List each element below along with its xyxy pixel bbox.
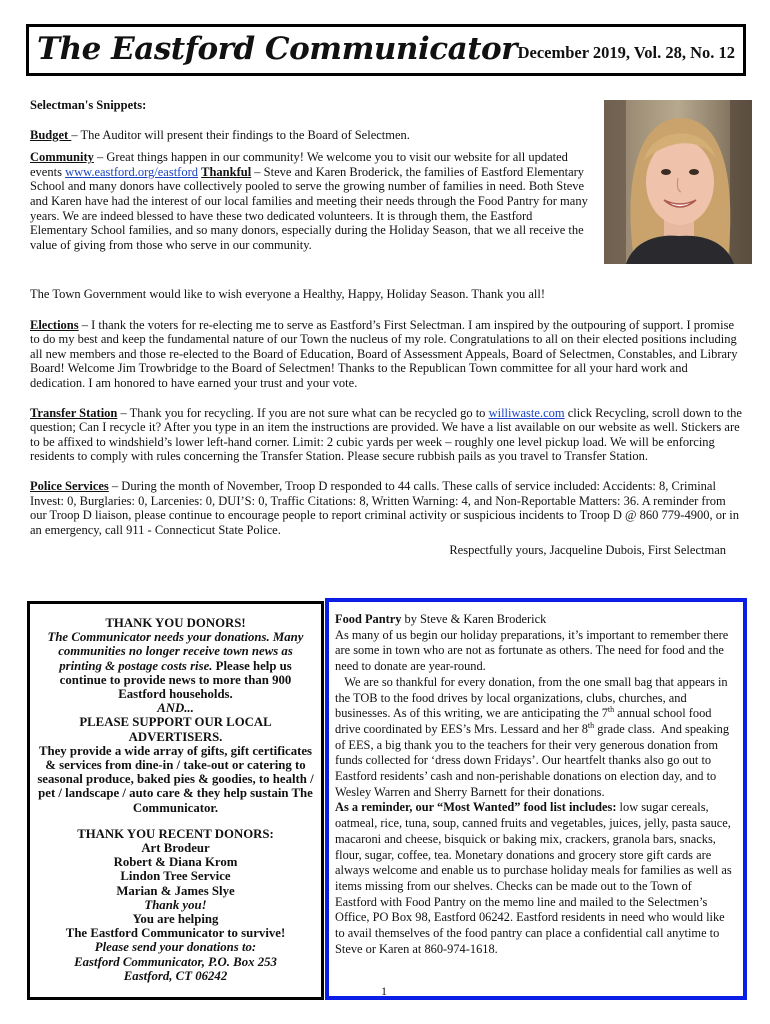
selectmen-main-column: [30, 287, 742, 558]
police-paragraph: [30, 479, 742, 537]
donor-name: Art Brodeur: [141, 841, 210, 856]
thankful-text: – Steve and Karen Broderick, the families of Eastford Elementary School and many donors have collectively pooled to serve the growing number of families in need. Both Steve and Karen have had the interest of our local families and meeting their needs through the Food Pantry for many years. We are indeed blessed to have these two dedicated volunteers. It is through them, the Eastford Elementary School families, and so many donors, especially during the Holiday Season, that we all receive the value of giving from those who serve in our community.: [30, 164, 588, 252]
donors-heading: THANK YOU DONORS!: [105, 616, 246, 630]
pantry-p2-part-a: We are so thankful for every donation, from the one small bag that appears in the TOB to the food drives by local organizations, clubs, churches, and businesses. As of this writing, we are anticipating the 7: [335, 674, 731, 721]
transfer-label: Transfer Station: [30, 405, 118, 420]
sup-th: th: [607, 705, 615, 715]
recent-donors-heading: THANK YOU RECENT DONORS:: [77, 826, 274, 841]
pantry-title-line: [335, 612, 735, 628]
donors-content: [30, 604, 321, 983]
community-label: Community: [30, 150, 94, 165]
portrait-image: [604, 100, 752, 264]
holiday-greeting: The Town Government would like to wish everyone a Healthy, Happy, Holiday Season. Thank you all!: [30, 287, 545, 301]
donors-thank-you: Thank you!: [144, 897, 207, 912]
donors-and: AND...: [157, 701, 194, 716]
reminder-text: low sugar cereals, oatmeal, rice, tuna, soup, canned fruits and vegetables, juices, jelly, pasta sauce, macaroni and cheese, bisquick or baking mix, crackers, granola bars, snacks, flour, sugar, coffee, tea. Monetary donations and grocery store gift cards are always welcome and enable us to purchase holiday meals for families as well as items missing from our shelves. Checks can be made out to the Town of Eastford with Food Pantry on the memo line and mailed to the Selectmen’s Office, PO Box 98, Eastford 06242. Eastford residents in need who would like to avail themselves of the food pantry can place a confidential call anytime to Steve or Karen at 860-974-1618.: [335, 800, 732, 956]
thankful-label: Thankful: [201, 164, 252, 179]
reminder-bold: As a reminder, our “Most Wanted” food list includes:: [335, 800, 617, 815]
selectman-photo: [604, 100, 752, 264]
pantry-p2-part-c: grade class. And speaking of EES, a big thank you to the teachers for their very generous donation from funds collected for ‘dress down Fridays’. Our heartfelt thanks also go out to Eastford residents’ cash and non-perishable donations on election day, and to Wesley Warren and Sherry Barnett for their donations.: [335, 721, 733, 799]
pantry-reminder: [335, 800, 735, 957]
page-number: 1: [381, 984, 387, 998]
donors-box: [27, 601, 324, 1000]
donors-address-1: Eastford Communicator, P.O. Box 253: [74, 954, 277, 969]
pantry-paragraph-1: As many of us begin our holiday preparations, it’s important to remember there are some in town who are not as fortunate as others. The need for food and the need to donate are year-round.: [335, 627, 729, 674]
police-label: Police Services: [30, 478, 109, 493]
donor-name: Lindon Tree Service: [120, 869, 231, 884]
eastford-website-link[interactable]: www.eastford.org/eastford: [65, 164, 199, 179]
elections-paragraph: [30, 318, 742, 391]
section-heading: Selectman's Snippets:: [30, 98, 147, 112]
pantry-title: Food Pantry: [335, 612, 402, 626]
elections-label: Elections: [30, 317, 79, 332]
transfer-text-2: click Recycling, scroll down to the question; Can I recycle it? After you type in an item the instructions are provided. We have a list available on our website as well. Stickers are to be affixed to windshield’s lower left-hand corner. Limit: 2 cubic yards per week – roughly one level pickup load. We will be enforcing residents to comply with rules concerning the Transfer Station. Please secure rubbish pails as you travel to Transfer Station.: [30, 405, 742, 464]
donors-appeal: [36, 630, 315, 701]
transfer-text: – Thank you for recycling. If you are not sure what can be recycled go to: [117, 405, 489, 420]
sup-th: th: [587, 720, 595, 730]
issue-info: December 2019, Vol. 28, No. 12: [517, 43, 735, 62]
budget-paragraph: [30, 128, 592, 143]
donors-gifts: They provide a wide array of gifts, gift certificates & services from dine-in / take-out or catering to seasonal produce, baked pies & goodies, to health / pet / landscape / auto care & they help sustain The Communicator.: [37, 743, 314, 815]
donors-support: PLEASE SUPPORT OUR LOCAL ADVERTISERS.: [79, 715, 272, 744]
community-paragraph: [30, 150, 592, 252]
pantry-byline: by Steve & Karen Broderick: [401, 612, 547, 626]
donors-address-2: Eastford, CT 06242: [123, 968, 228, 983]
food-pantry-box: [325, 598, 747, 1000]
selectmen-top-column: [30, 98, 592, 252]
pantry-p2-part-b: annual school food drive coordinated by EES’s Mrs. Lessard and her 8: [335, 706, 715, 736]
budget-label: Budget: [30, 127, 72, 142]
signoff: Respectfully yours, Jacqueline Dubois, First Selectman: [449, 543, 726, 558]
budget-text: – The Auditor will present their findings to the Board of Selectmen.: [71, 127, 410, 142]
williwaste-link[interactable]: williwaste.com: [488, 405, 565, 420]
newsletter-title: The Eastford Communicator: [37, 31, 518, 67]
food-pantry-content: [329, 602, 743, 957]
masthead: [26, 24, 746, 76]
pantry-paragraph-2: [335, 675, 735, 801]
donors-plain: Please help us continue to provide news to more than 900 Eastford households.: [59, 658, 292, 702]
police-text: – During the month of November, Troop D responded to 44 calls. These calls of service included: Accidents: 8, Criminal Invest: 0, Burglaries: 0, Larcenies: 0, DUI’S: 0, Traffic Citations: 8, Written Warning: 4, and Non-Reportable Matters: 36. A reminder from our Troop D liaison, please continue to encourage people to report criminal activity or suspicious incidents to Troop D @ 860 779-4900, or in an emergency, call 911 - Connecticut State Police.: [30, 478, 739, 537]
donors-send: Please send your donations to:: [94, 940, 257, 955]
elections-text: – I thank the voters for re-electing me to serve as Eastford’s First Selectman. I am inspired by the outpouring of support. I promise to do my best and keep the fundamental nature of our Town the nucleus of my role. Congratulations to all on their elected positions including all new members and those re-elected to the Board of Education, Board of Assessment Appeals, Board of Selectmen, Constables, and Library Board! Welcome Jim Trowbridge to the Board of Selectmen! Thanks to the Republican Town committee for all your hard work and dedication. I am honored to have earned your trust and your vote.: [30, 317, 738, 390]
donors-italic: The Communicator needs your donations. Many communities no longer receive town news as printing & postage costs rise.: [47, 630, 304, 673]
donor-name: Robert & Diana Krom: [113, 855, 238, 870]
donor-name: Marian & James Slye: [116, 883, 235, 898]
donors-helping: You are helping: [132, 912, 219, 927]
transfer-paragraph: [30, 406, 742, 464]
donors-survive: The Eastford Communicator to survive!: [65, 926, 286, 941]
community-text: – Great things happen in our community! We welcome you to visit our website for all updated events: [30, 150, 568, 179]
